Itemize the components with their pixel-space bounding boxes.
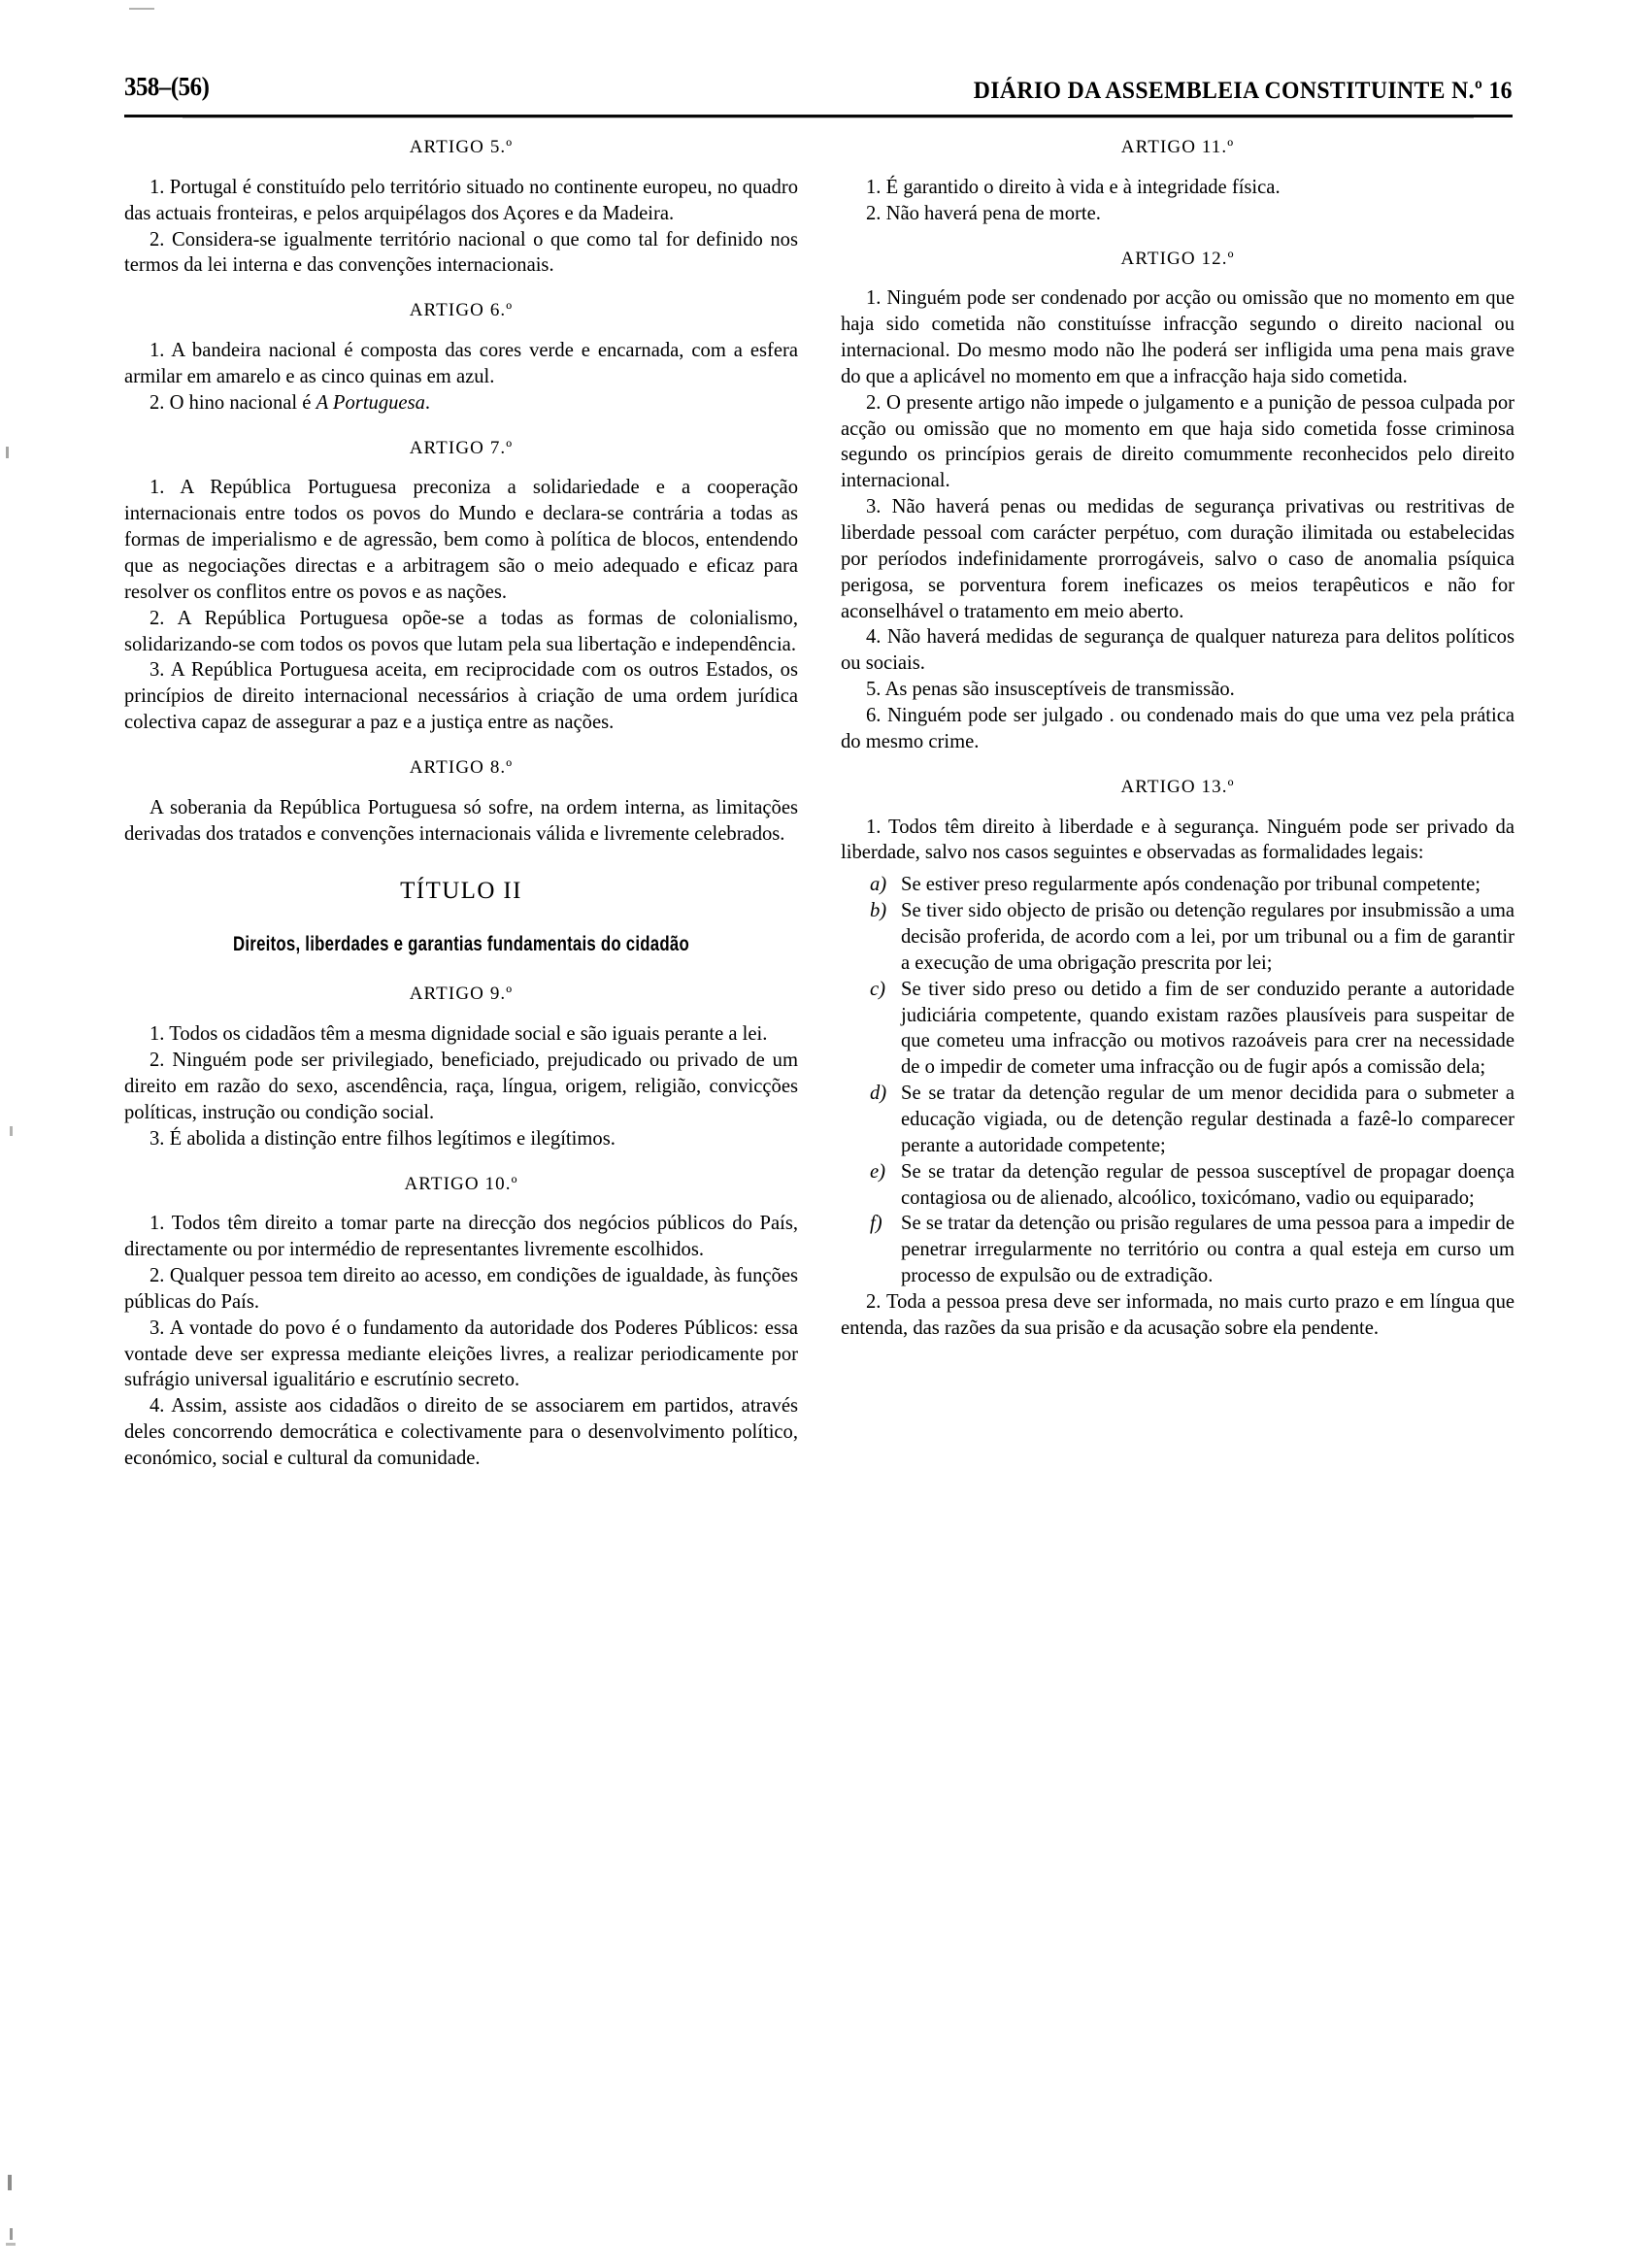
masthead-rule bbox=[124, 115, 1513, 117]
article-9-paragraph-3: 3. É abolida a distinção entre filhos legítimos e ilegítimos. bbox=[150, 1127, 616, 1150]
title-subtitle: Direitos, liberdades e garantias fundamentais do cidadão bbox=[233, 933, 689, 956]
two-column-body bbox=[124, 136, 1514, 1472]
list-item-text: Se se tratar da detenção regular de um menor decidida para o submeter a educação vigiada, ou de detenção regular destinada a fazê-lo comparecer perante a autoridade competente; bbox=[901, 1083, 1514, 1156]
list-item bbox=[841, 1159, 1514, 1212]
right-column bbox=[841, 136, 1514, 1472]
article-11-paragraph-1: 1. É garantido o direito à vida e à integridade física. bbox=[866, 176, 1281, 198]
article-6-paragraph-2 bbox=[124, 390, 798, 417]
list-item-marker: c) bbox=[870, 978, 885, 1000]
article-13-lettered-list bbox=[841, 872, 1514, 1289]
list-item-text: Se se tratar da detenção regular de pessoa susceptível de propagar doença contagiosa ou de alienado, alcoólico, toxicómano, vadio ou equiparado; bbox=[901, 1160, 1514, 1209]
scan-artifact bbox=[8, 2175, 12, 2190]
list-item bbox=[841, 872, 1514, 898]
article-7-paragraph-3: 3. A República Portuguesa aceita, em reciprocidade com os outros Estados, os princípios de direito internacional necessários à criação de uma ordem jurídica colectiva capaz de assegurar a paz e a justiça entre as nações. bbox=[124, 659, 798, 734]
article-5-paragraph-2: 2. Considera-se igualmente território nacional o que como tal for definido nos termos da lei interna e das convenções internacionais. bbox=[124, 228, 798, 277]
list-item bbox=[841, 1211, 1514, 1289]
article-6-p2-pre: 2. O hino nacional é bbox=[150, 391, 316, 414]
article-heading-10: ARTIGO 10.º bbox=[404, 1173, 518, 1194]
article-11-paragraph-2: 2. Não haverá pena de morte. bbox=[866, 202, 1101, 224]
scan-artifact bbox=[10, 2228, 13, 2240]
article-heading-13: ARTIGO 13.º bbox=[1120, 776, 1235, 797]
article-9-paragraph-1: 1. Todos os cidadãos têm a mesma dignidade social e são iguais perante a lei. bbox=[150, 1023, 768, 1046]
list-item-marker: a) bbox=[870, 874, 887, 896]
article-heading-12: ARTIGO 12.º bbox=[1120, 248, 1235, 269]
list-item-marker: b) bbox=[870, 900, 887, 922]
list-item-marker: e) bbox=[870, 1160, 885, 1183]
list-item-marker: d) bbox=[870, 1083, 887, 1105]
article-12-paragraph-2: 2. O presente artigo não impede o julgamento e a punição de pessoa culpada por acção ou omissão que no momento em que haja sido cometida fosse criminosa segundo os princípios gerais de direito comummente reconhecidos pelo direito internacional. bbox=[841, 391, 1514, 492]
article-10-paragraph-2: 2. Qualquer pessoa tem direito ao acesso, em condições de igualdade, às funções públicas do País. bbox=[124, 1265, 798, 1313]
article-heading-6: ARTIGO 6.º bbox=[409, 300, 514, 321]
article-10-paragraph-1: 1. Todos têm direito a tomar parte na direcção dos negócios públicos do País, directamente ou por intermédio de representantes livremente escolhidos. bbox=[124, 1213, 798, 1261]
list-item bbox=[841, 977, 1514, 1081]
list-item-text: Se tiver sido objecto de prisão ou detenção regulares por insubmissão a uma decisão proferida, de acordo com a lei, por um tribunal ou a fim de garantir a execução de uma obrigação prescrita por lei; bbox=[901, 900, 1514, 974]
anthem-title: A Portuguesa bbox=[316, 391, 425, 414]
article-heading-5: ARTIGO 5.º bbox=[409, 137, 514, 157]
article-9-paragraph-2: 2. Ninguém pode ser privilegiado, beneficiado, prejudicado ou privado de um direito em razão do sexo, ascendência, raça, língua, origem, religião, convicções políticas, instrução ou condição social. bbox=[124, 1050, 798, 1123]
article-6-p2-post: . bbox=[424, 391, 431, 414]
scan-artifact bbox=[10, 1126, 13, 1136]
article-6-paragraph-1: 1. A bandeira nacional é composta das cores verde e encarnada, com a esfera armilar em amarelo e as cinco quinas em azul. bbox=[124, 340, 798, 387]
article-12-paragraph-5: 5. As penas são insusceptíveis de transmissão. bbox=[866, 679, 1235, 701]
list-item-text: Se tiver sido preso ou detido a fim de ser conduzido perante a autoridade judiciária competente, quando existam razões plausíveis para suspeitar de que cometeu uma infracção ou motivos razoáveis para crer na necessidade de o impedir de cometer uma infracção ou de fugir após a comissão dela; bbox=[901, 978, 1514, 1079]
list-item-marker: f) bbox=[870, 1213, 882, 1235]
scan-artifact bbox=[129, 8, 154, 10]
left-column bbox=[124, 136, 798, 1472]
article-12-paragraph-3: 3. Não haverá penas ou medidas de segurança privativas ou restritivas de liberdade pessoal com carácter perpétuo, com duração ilimitada ou estabelecidas por períodos indefinidamente prorrogáveis, salvo o caso de anomalia psíquica perigosa, se porventura forem ineficazes os meios terapêuticos e não for aconselhável o tratamento em meio aberto. bbox=[841, 496, 1514, 622]
publication-title: DIÁRIO DA ASSEMBLEIA CONSTITUINTE N.º 16 bbox=[973, 76, 1513, 104]
scan-artifact bbox=[6, 2243, 16, 2246]
article-5-paragraph-1: 1. Portugal é constituído pelo território situado no continente europeu, no quadro das actuais fronteiras, e pelos arquipélagos dos Açores e da Madeira. bbox=[124, 176, 798, 224]
page-masthead bbox=[124, 72, 1513, 126]
article-12-paragraph-6: 6. Ninguém pode ser julgado . ou condenado mais do que uma vez pela prática do mesmo crime. bbox=[841, 705, 1514, 752]
article-12-paragraph-4: 4. Não haverá medidas de segurança de qualquer natureza para delitos políticos ou sociais. bbox=[841, 626, 1514, 675]
article-13-paragraph-1: 1. Todos têm direito à liberdade e à segurança. Ninguém pode ser privado da liberdade, salvo nos casos seguintes e observadas as formalidades legais: bbox=[841, 816, 1514, 864]
article-7-paragraph-2: 2. A República Portuguesa opõe-se a todas as formas de colonialismo, solidarizando-se com todos os povos que lutam pela sua libertação e independência. bbox=[124, 607, 798, 655]
article-8-paragraph-1: A soberania da República Portuguesa só sofre, na ordem interna, as limitações derivadas dos tratados e convenções internacionais válida e livremente celebrados. bbox=[124, 796, 798, 845]
article-10-paragraph-3: 3. A vontade do povo é o fundamento da autoridade dos Poderes Públicos: essa vontade deve ser expressa mediante eleições livres, a realizar periodicamente por sufrágio universal igualitário e escrutínio secreto. bbox=[124, 1317, 798, 1391]
folio-number: 358–(56) bbox=[124, 72, 210, 101]
list-item bbox=[841, 898, 1514, 977]
article-12-paragraph-1: 1. Ninguém pode ser condenado por acção ou omissão que no momento em que haja sido cometida não constituísse infracção segundo o direito nacional ou internacional. Do mesmo modo não lhe poderá ser infligida uma pena mais grave do que a aplicável no momento em que a infracção haja sido cometida. bbox=[841, 287, 1514, 387]
article-heading-8: ARTIGO 8.º bbox=[409, 756, 514, 778]
title-heading-2: TÍTULO II bbox=[400, 878, 522, 905]
article-7-paragraph-1: 1. A República Portuguesa preconiza a solidariedade e a cooperação internacionais entre todos os povos do Mundo e declara-se contrária a todas as formas de imperialismo e de agressão, bem como à política de blocos, entendendo que as negociações directas e a arbitragem são o meio adequado e eficaz para resolver os conflitos entre os povos e as nações. bbox=[124, 477, 798, 603]
list-item bbox=[841, 1081, 1514, 1159]
article-heading-9: ARTIGO 9.º bbox=[409, 984, 514, 1005]
list-item-text: Se estiver preso regularmente após condenação por tribunal competente; bbox=[901, 874, 1481, 896]
list-item-text: Se se tratar da detenção ou prisão regulares de uma pessoa para a impedir de penetrar irregularmente no território ou contra a qual esteja em curso um processo de expulsão ou de extradição. bbox=[901, 1213, 1514, 1287]
article-heading-11: ARTIGO 11.º bbox=[1120, 137, 1235, 157]
article-10-paragraph-4: 4. Assim, assiste aos cidadãos o direito de se associarem em partidos, através deles concorrendo democrática e colectivamente para o desenvolvimento político, económico, social e cultural da comunidade. bbox=[124, 1395, 798, 1470]
article-13-paragraph-2: 2. Toda a pessoa presa deve ser informada, no mais curto prazo e em língua que entenda, das razões da sua prisão e da acusação sobre ela pendente. bbox=[841, 1291, 1514, 1339]
article-heading-7: ARTIGO 7.º bbox=[409, 437, 514, 458]
scan-artifact bbox=[6, 447, 9, 458]
